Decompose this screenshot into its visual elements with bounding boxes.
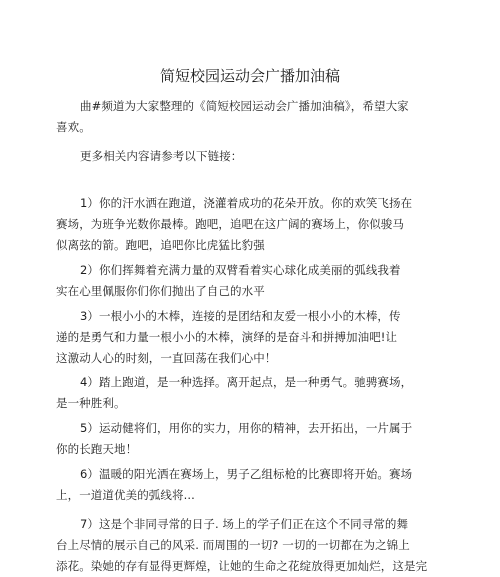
text-line: 实在心里佩服你们你们抛出了自己的水平 — [56, 284, 265, 298]
text-line: 递的是勇气和力量一根小小的木棒，演绎的是奋斗和拼搏加油吧!让 — [56, 330, 398, 344]
text-line: 似离弦的箭。跑吧，追吧你比虎猛比豹强 — [56, 238, 265, 252]
text-line: 这激动人心的时刻，一直回荡在我们心中！ — [56, 351, 277, 365]
document-title: 简短校园运动会广播加油稿 — [159, 67, 340, 85]
text-line: 是一种胜利。 — [56, 396, 126, 410]
text-line: 2）你们挥舞着充满力量的双臂看着实心球化成美丽的弧线我着 — [80, 263, 401, 277]
text-line: 上，一道道优美的弧线将... — [56, 488, 195, 502]
text-line: 曲#频道为大家整理的《简短校园运动会广播加油稿》，希望大家 — [80, 99, 409, 113]
text-line: 台上尽情的展示自己的风采. 而周围的一切? 一切的一切都在为之锦上 — [56, 538, 410, 552]
paragraph-3 — [56, 306, 444, 369]
intro-paragraph — [56, 96, 444, 138]
paragraph-5 — [56, 418, 444, 460]
text-line: 5）运动健将们，用你的实力，用你的精神，去开拓出，一片属于 — [80, 421, 413, 435]
paragraph-2 — [56, 260, 444, 302]
paragraph-1 — [56, 193, 444, 256]
links-note — [56, 146, 444, 167]
text-line: 喜欢。 — [56, 120, 91, 134]
paragraph-4 — [56, 372, 444, 414]
text-line: 你的长跑天地！ — [56, 442, 138, 456]
text-line: 更多相关内容请参考以下链接： — [80, 149, 243, 163]
paragraph-7 — [56, 514, 444, 577]
text-line: 1）你的汗水洒在跑道，浇灌着成功的花朵开放。你的欢笑飞扬在 — [80, 196, 413, 210]
text-line: 添花。染她的存有显得更辉煌，让她的生命之花绽放得更加灿烂，这是完 — [56, 559, 428, 573]
text-line: 7）这是个非同寻常的日子. 场上的学子们正在这个不同寻常的舞 — [80, 517, 409, 531]
text-line: 4）踏上跑道，是一种选择。离开起点，是一种勇气。驰骋赛场， — [80, 375, 413, 389]
text-line: 6）温暖的阳光洒在赛场上，男子乙组标枪的比赛即将开始。赛场 — [80, 467, 413, 481]
text-line: 3）一根小小的木棒，连接的是团结和友爱一根小小的木棒，传 — [80, 309, 401, 323]
text-line: 赛场，为班争光数你最棒。跑吧，追吧在这广阔的赛场上，你似骏马 — [56, 217, 404, 231]
paragraph-6 — [56, 464, 444, 506]
